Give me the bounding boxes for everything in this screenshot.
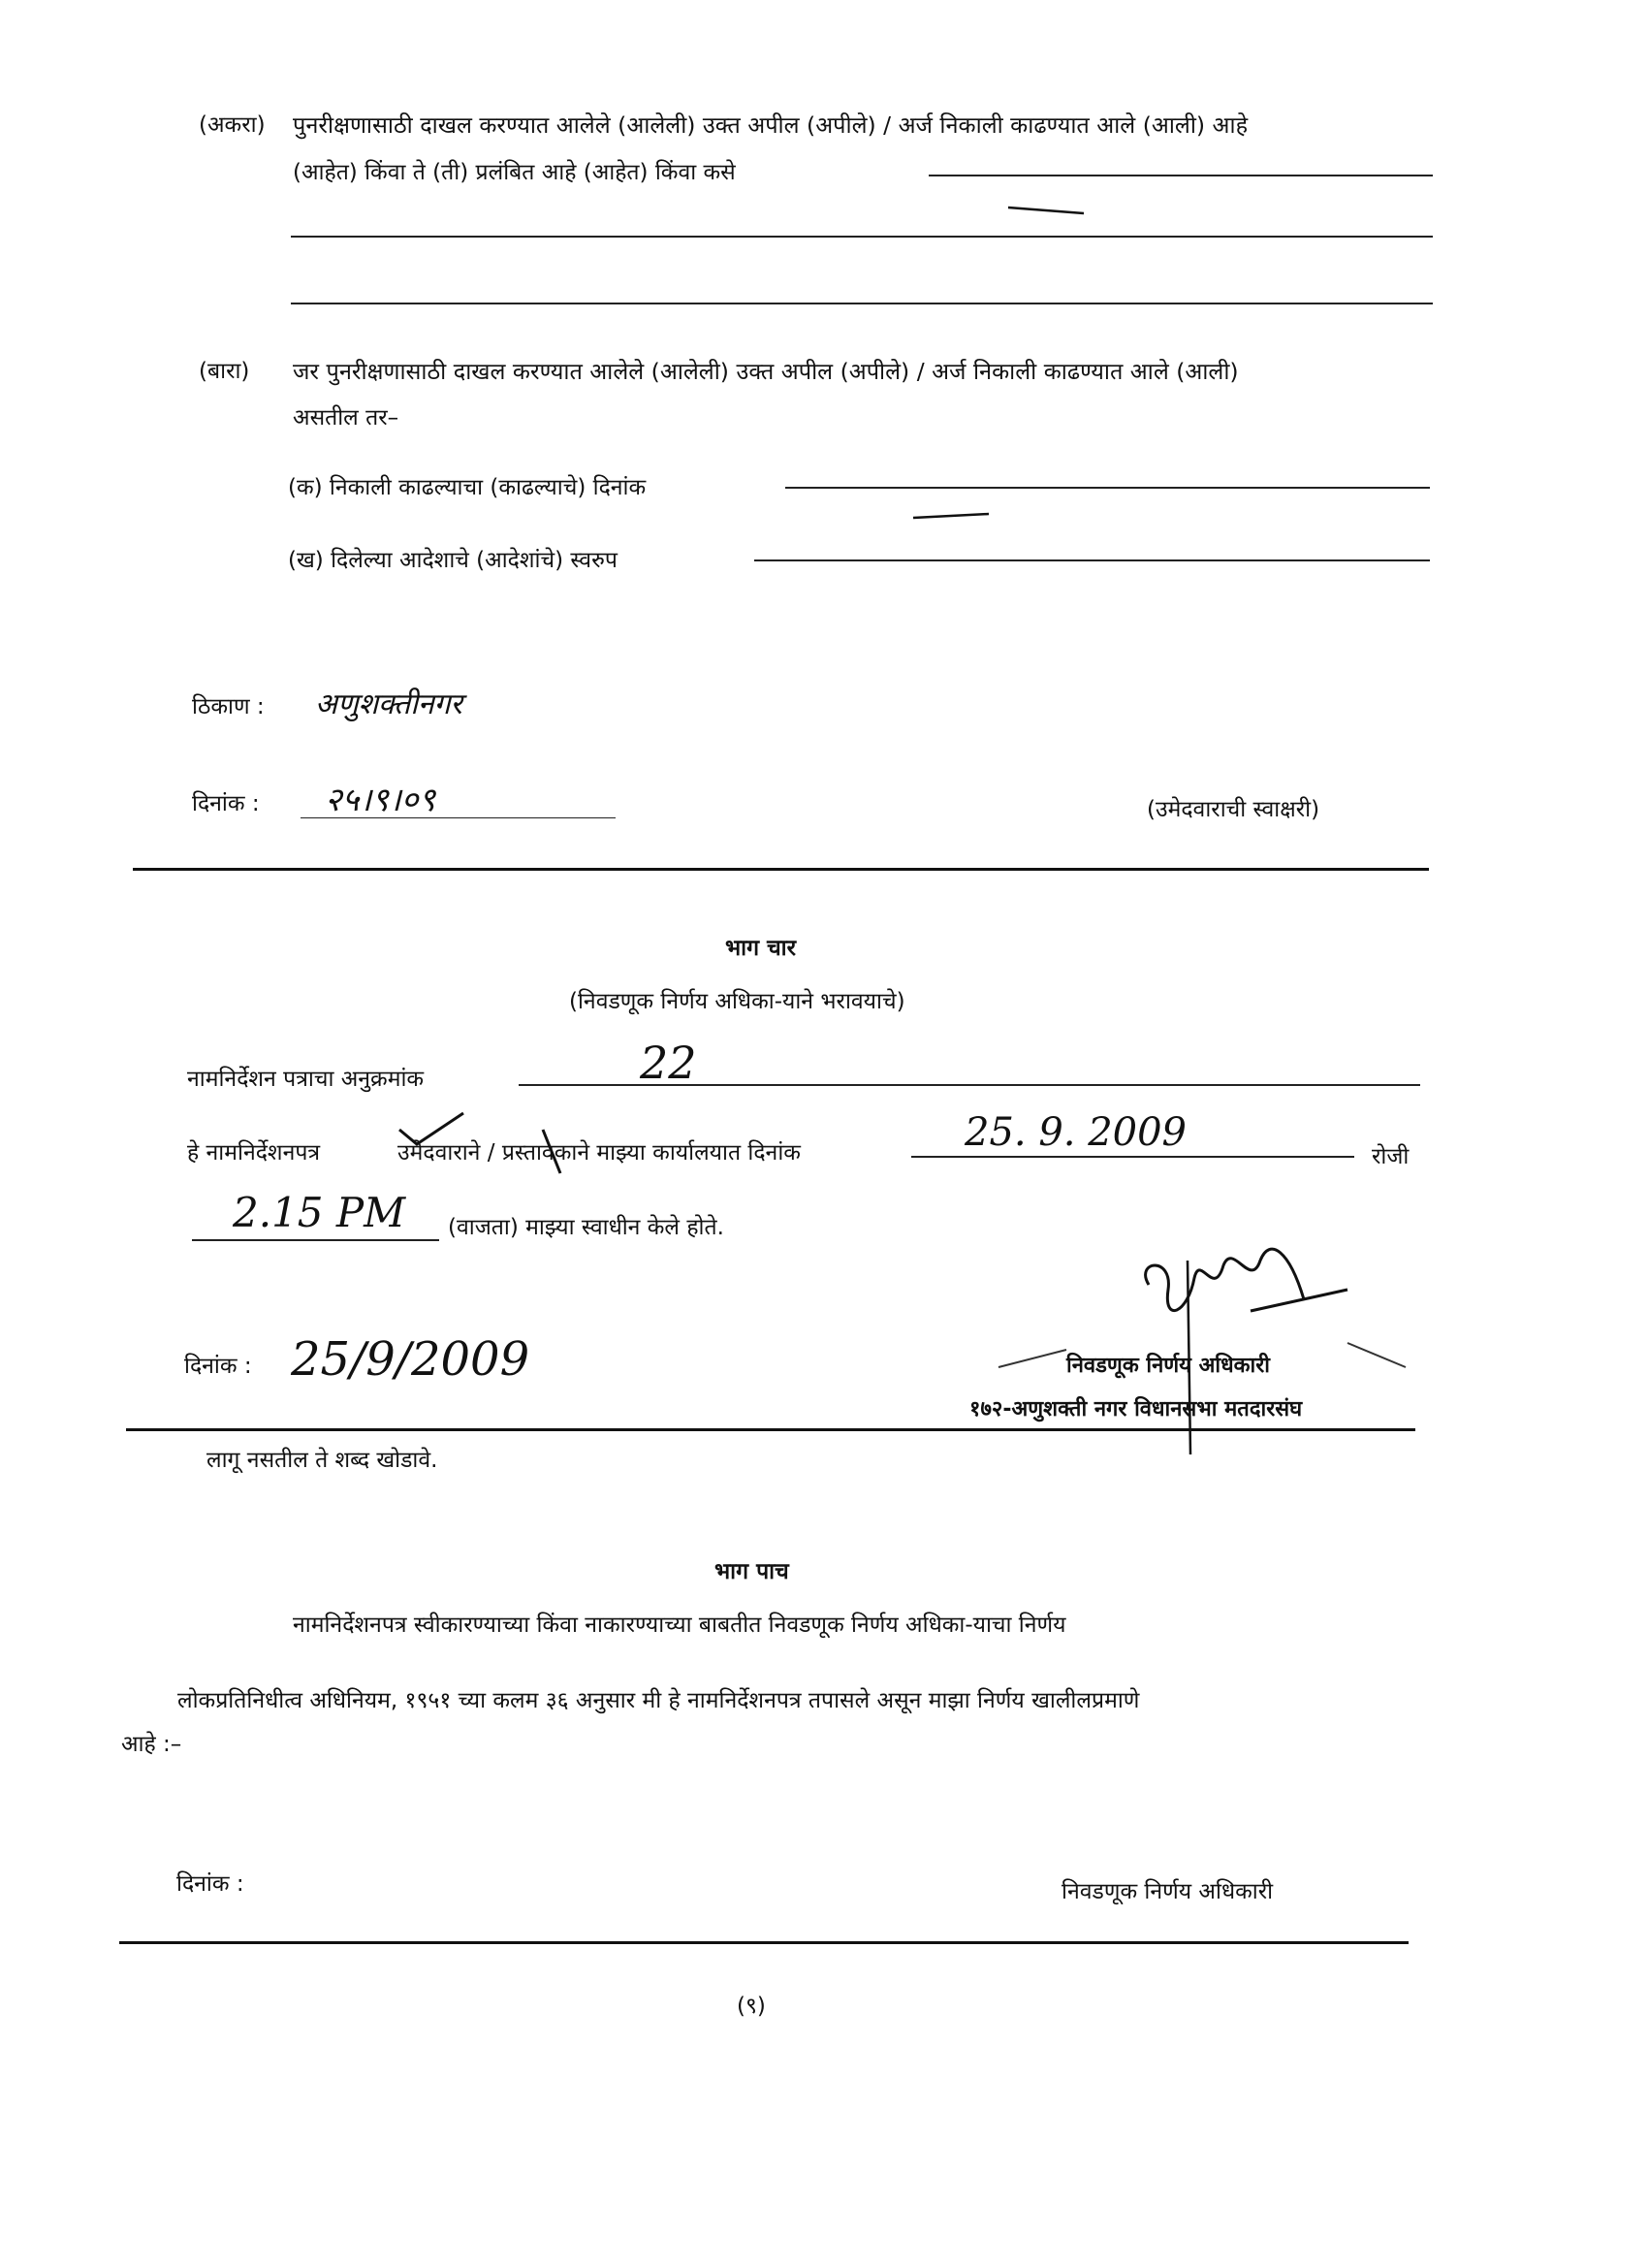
part5-subtitle: नामनिर्देशनपत्र स्वीकारण्याच्या किंवा नाकारण्याच्या बाबतीत निवडणूक निर्णय अधिका-याचा निर्णय: [293, 1613, 1066, 1638]
presented-end-text: रोजी: [1372, 1144, 1410, 1169]
item11-text-line1: पुनरीक्षणासाठी दाखल करण्यात आलेले (आलेली) उक्त अपील (अपीले) / अर्ज निकाली काढण्यात आले (आली) आहे: [293, 112, 1249, 139]
date1-label: दिनांक :: [192, 791, 260, 816]
item12-text-line2: असतील तर–: [293, 405, 399, 431]
separator-3: [119, 1941, 1409, 1944]
part5-para-line2: आहे :–: [121, 1732, 182, 1757]
place-label: ठिकाण :: [192, 694, 265, 719]
stamp-line2: १७२-अणुशक्ती नगर विधानसभा मतदारसंघ: [969, 1397, 1303, 1421]
presented-by-label: हे नामनिर्देशनपत्र: [187, 1140, 321, 1166]
page-number: (९): [737, 1994, 766, 2019]
item11-number: (अकरा): [199, 112, 266, 138]
separator-2: [126, 1428, 1415, 1431]
serial-label: नामनिर्देशन पत्राचा अनुक्रमांक: [187, 1067, 425, 1092]
place-value: अणुशक्तीनगर: [315, 687, 462, 721]
part4-date-label: दिनांक :: [184, 1354, 252, 1379]
part4-note: लागू नसतील ते शब्द खोडावे.: [206, 1448, 438, 1473]
presented-date-value: 25. 9. 2009: [965, 1110, 1188, 1155]
item12-sub-a: (क) निकाली काढल्याचा (काढल्याचे) दिनांक: [288, 475, 647, 500]
time-suffix-text: (वाजता) माझ्या स्वाधीन केले होते.: [448, 1215, 724, 1240]
item12-number: (बारा): [199, 359, 250, 384]
part4-date-value: 25/9/2009: [291, 1332, 530, 1387]
part5-date-label: दिनांक :: [176, 1871, 244, 1897]
item11-text-line2: (आहेत) किंवा ते (ती) प्रलंबित आहे (आहेत) किंवा कसे: [293, 160, 736, 185]
item12-text-line1: जर पुनरीक्षणासाठी दाखल करण्यात आलेले (आलेली) उक्त अपील (अपीले) / अर्ज निकाली काढण्यात आले (आली): [293, 358, 1239, 385]
part5-officer-label: निवडणूक निर्णय अधिकारी: [1062, 1879, 1274, 1904]
part5-title: भाग पाच: [714, 1559, 789, 1584]
candidate-signature-label: (उमेदवाराची स्वाक्षरी): [1147, 797, 1320, 822]
part4-title: भाग चार: [725, 936, 797, 961]
time-value: 2.15 PM: [233, 1189, 406, 1236]
serial-value: 22: [640, 1037, 697, 1089]
stamp-line1: निवडणूक निर्णय अधिकारी: [1066, 1354, 1270, 1378]
item12-sub-b: (ख) दिलेल्या आदेशाचे (आदेशांचे) स्वरुप: [288, 548, 618, 573]
part4-subtitle: (निवडणूक निर्णय अधिका-याने भरावयाचे): [569, 989, 905, 1014]
part5-para-line1: लोकप्रतिनिधीत्व अधिनियम, १९५१ च्या कलम ३६ अनुसार मी हे नामनिर्देशनपत्र तपासले असून माझा निर्णय खालीलप्रमाणे: [177, 1688, 1140, 1713]
date1-value: २५।९।०९: [325, 781, 436, 819]
presented-mid-text: उमेदवाराने / प्रस्तावकाने माझ्या कार्यालयात दिनांक: [397, 1140, 801, 1166]
